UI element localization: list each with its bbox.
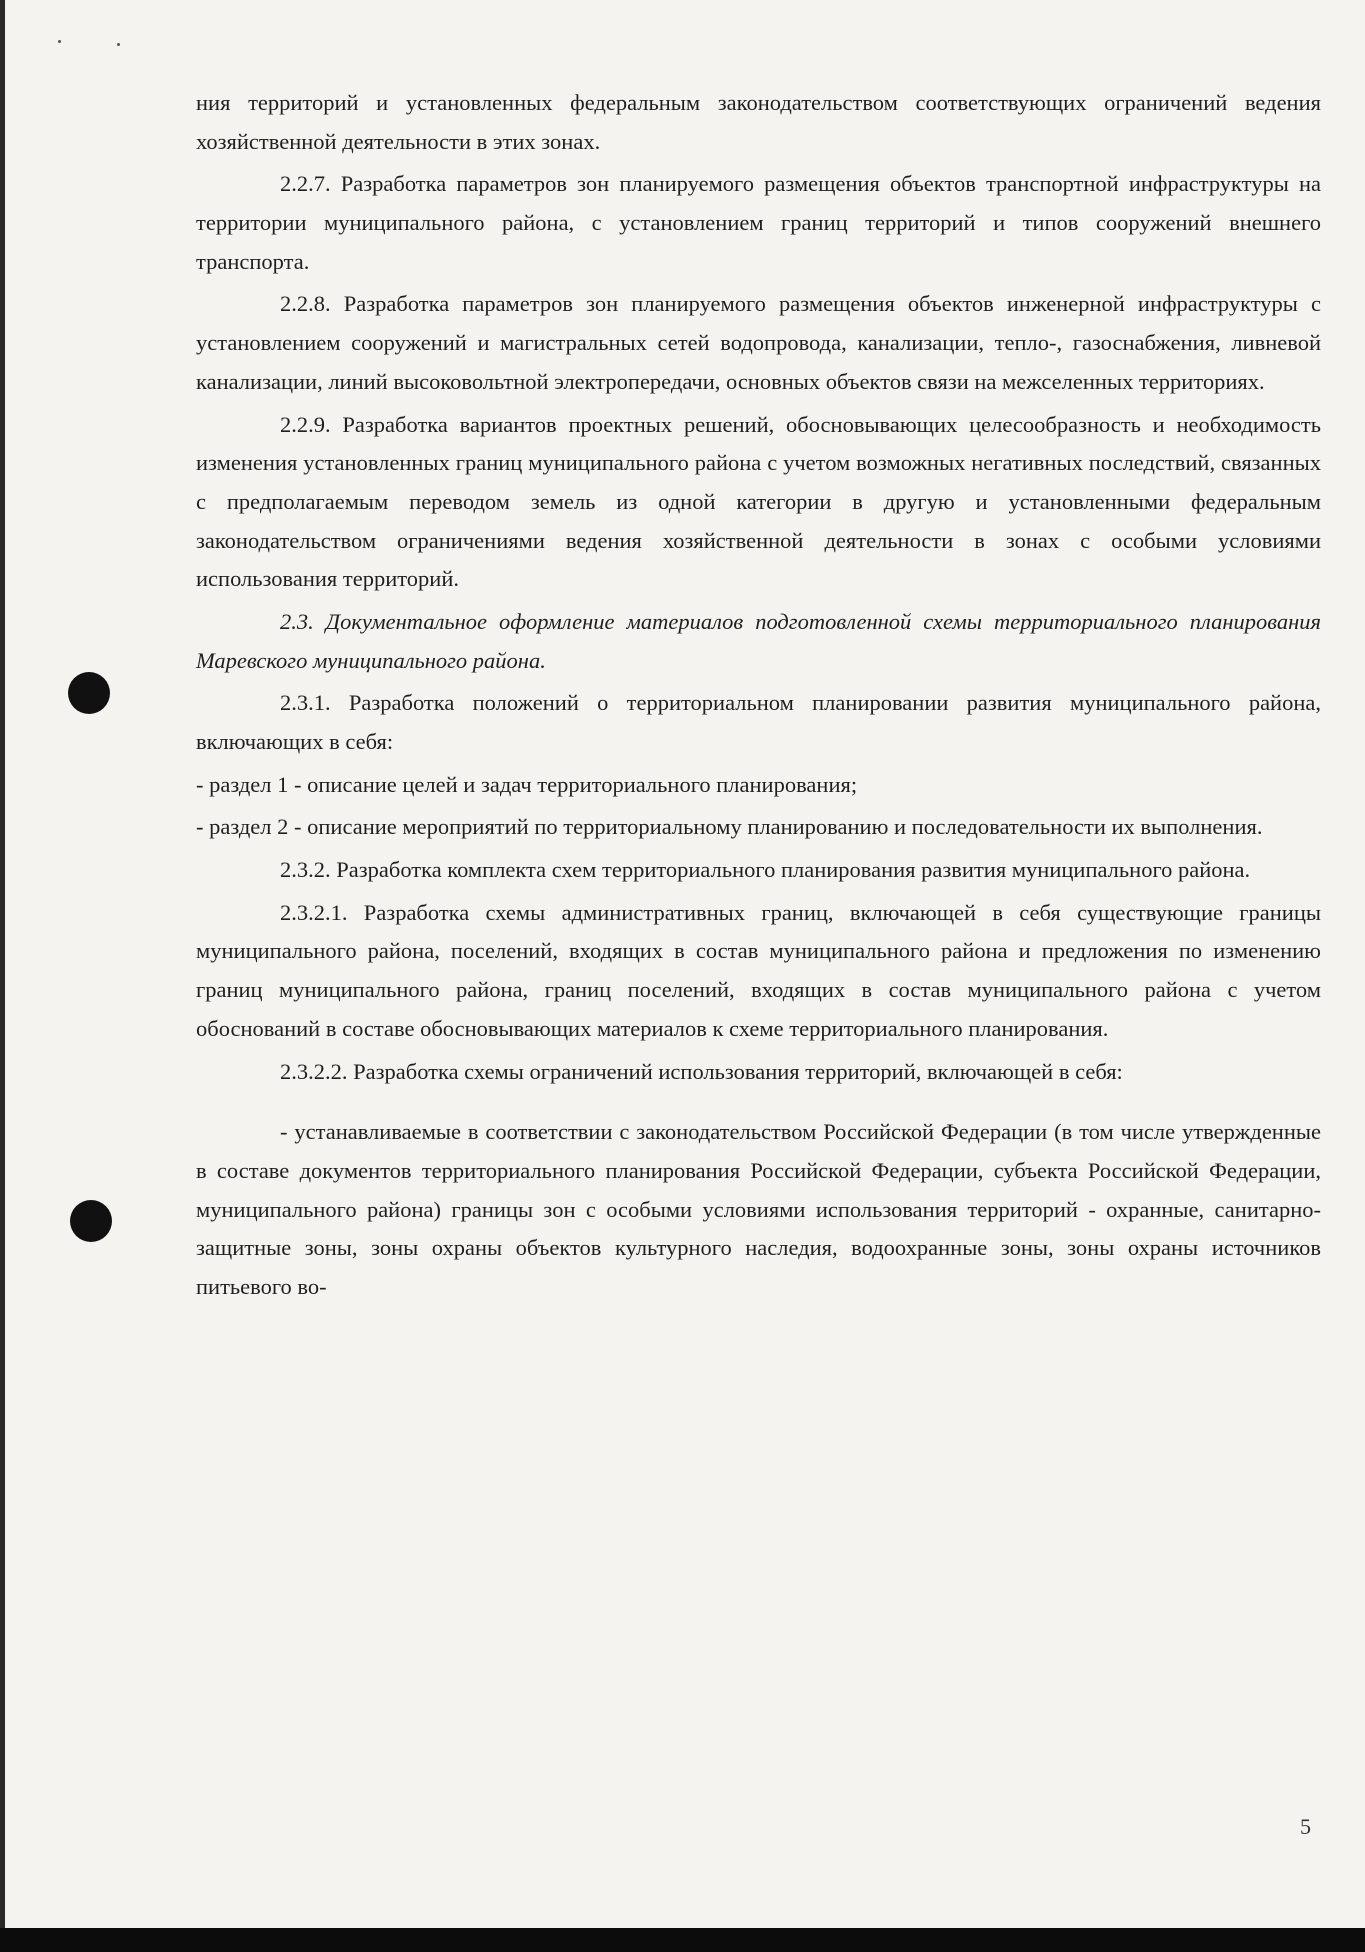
paragraph-2-3-2-2: 2.3.2.2. Разработка схемы ограничений использования территорий, включающей в себя: (280, 1058, 1123, 1084)
punch-hole (70, 1200, 112, 1242)
document-body (196, 84, 1321, 1311)
paragraph-2-2-9: 2.2.9. Разработка вариантов проектных решений, обосновывающих целесообразность и необходимость изменения установленных границ муниципального района с учетом возможных негативных последствий, связанных с предполагаемым переводом земель из одной категории в другую и установленными федеральным законодательством ограничениями ведения хозяйственной деятельности в зонах с особыми условиями использования территорий. (196, 411, 1321, 592)
list-item-section-1: - раздел 1 - описание целей и задач территориального планирования; (196, 771, 858, 797)
scan-speck (58, 40, 61, 43)
scan-bottom-edge (0, 1928, 1365, 1952)
paragraph-continuation: ния территорий и установленных федеральным законодательством соответствующих ограничений ведения хозяйственной деятельности в этих зонах. (196, 90, 1321, 154)
paragraph-2-3-2: 2.3.2. Разработка комплекта схем территориального планирования развития муниципального района. (280, 857, 1251, 883)
page-number: 5 (1300, 1814, 1311, 1839)
list-item-section-2: - раздел 2 - описание мероприятий по территориальному планированию и последовательности их выполнения. (196, 814, 1263, 840)
punch-hole (68, 672, 110, 714)
list-item-zones: - устанавливаемые в соответствии с законодательством Российской Федерации (в том числе утвержденные в составе документов территориального планирования Российской Федерации, субъекта Российской Федерации, муниципального района) границы зон с особыми условиями использования территорий - охранные, санитарно-защитные зоны, зоны охраны объектов культурного наследия, водоохранные зоны, зоны охраны источников питьевого во- (196, 1119, 1321, 1299)
paragraph-2-2-7: 2.2.7. Разработка параметров зон планируемого размещения объектов транспортной инфраструктуры на территории муниципального района, с установлением границ территорий и типов сооружений внешнего транспорта. (196, 171, 1321, 274)
paragraph-2-3-2-1: 2.3.2.1. Разработка схемы административных границ, включающей в себя существующие границы муниципального района, поселений, входящих в состав муниципального района и предложения по изменению границ муниципального района, границ поселений, входящих в состав муниципального района с учетом обоснований в составе обосновывающих материалов к схеме территориального планирования. (196, 899, 1321, 1041)
paragraph-2-2-8: 2.2.8. Разработка параметров зон планируемого размещения объектов инженерной инфраструктуры с установлением сооружений и магистральных сетей водопровода, канализации, тепло-, газоснабжения, ливневой канализации, линий высоковольтной электропередачи, основных объектов связи на межселенных территориях. (196, 291, 1321, 394)
paragraph-2-3-1: 2.3.1. Разработка положений о территориальном планировании развития муниципального района, включающих в себя: (196, 690, 1321, 754)
scan-left-edge (0, 0, 5, 1952)
scan-speck (117, 43, 120, 46)
section-heading-2-3: 2.3. Документальное оформление материалов подготовленной схемы территориального планирования Маревского муниципального района. (196, 608, 1321, 673)
